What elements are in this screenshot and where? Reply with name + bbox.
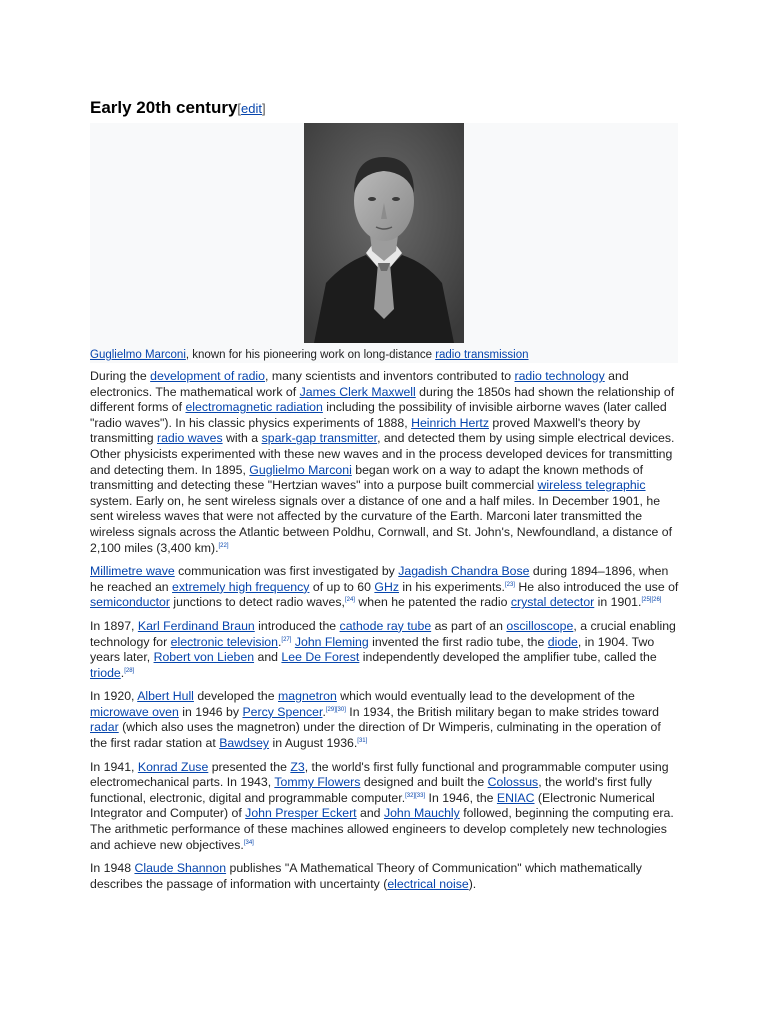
article-link[interactable]: GHz xyxy=(374,579,399,594)
article-link[interactable]: Lee De Forest xyxy=(281,650,360,665)
article-link[interactable]: semiconductor xyxy=(90,595,170,610)
body-text: which would eventually lead to the development of the xyxy=(336,689,635,704)
body-text: publishes "A Mathematical Theory of Communication" which mathematically describes the passage of information with uncertainty ( xyxy=(90,861,642,891)
article-link[interactable]: Claude Shannon xyxy=(134,861,227,876)
article-link[interactable]: Karl Ferdinand Braun xyxy=(137,618,255,633)
article-body xyxy=(90,369,680,892)
body-text: in 1901. xyxy=(594,595,642,610)
body-text: (Electronic Numerical Integrator and Computer) of xyxy=(90,790,655,821)
article-link[interactable]: Tommy Flowers xyxy=(274,775,361,790)
body-text: He also introduced the use of xyxy=(514,579,679,594)
edit-link[interactable]: edit xyxy=(241,101,262,116)
article-link[interactable]: John Fleming xyxy=(294,634,369,649)
body-text: in his experiments. xyxy=(399,579,505,594)
article-link[interactable]: James Clerk Maxwell xyxy=(299,384,416,399)
article-link[interactable]: cathode ray tube xyxy=(339,618,432,633)
marconi-portrait-image[interactable] xyxy=(304,123,464,343)
article-link[interactable]: microwave oven xyxy=(90,704,179,719)
body-text: system. Early on, he sent wireless signals over a distance of one and a half miles. In December 1901, he sent wireless waves that were not affected by the curvature of the Earth. Marconi later transmitted the wireless signals across the Atlantic between Poldhu, Cornwall, and St. John's, Newfoundland, a distance of 2,100 miles (3,400 km). xyxy=(90,493,672,555)
article-link[interactable]: Z3 xyxy=(290,759,305,774)
body-text: , and detected them by using simple electrical devices. Other physicists experimented with these new waves and in the process developed devices for transmitting and detecting them. In 1895, xyxy=(90,431,675,477)
body-text: , the world's first fully functional and programmable computer using electromechanical parts. In 1943, xyxy=(90,759,669,790)
article-link[interactable]: Konrad Zuse xyxy=(137,759,209,774)
body-text: introduced the xyxy=(254,618,340,633)
body-text: ). xyxy=(468,876,477,891)
article-link[interactable]: radio technology xyxy=(514,369,605,383)
article-link[interactable]: Albert Hull xyxy=(137,689,194,704)
body-text: , a crucial enabling technology for xyxy=(90,618,676,649)
article-link[interactable]: development of radio xyxy=(150,369,266,383)
article-link[interactable]: wireless telegraphic xyxy=(537,478,646,493)
article-link[interactable]: magnetron xyxy=(278,689,337,704)
body-text: In 1948 xyxy=(90,861,135,876)
citation-reference[interactable]: [22] xyxy=(218,542,229,549)
body-text: including the possibility of invisible airborne waves (later called "radio waves"). In his classic physics experiments of 1888, xyxy=(90,400,667,430)
body-text: In 1941, xyxy=(90,759,138,774)
article-link[interactable]: electrical noise xyxy=(387,876,469,891)
body-text: in August 1936. xyxy=(269,736,358,751)
citation-reference[interactable]: [34] xyxy=(243,839,254,846)
body-text: In 1934, the British military began to make strides toward xyxy=(345,704,659,719)
article-link[interactable]: radio waves xyxy=(156,431,223,446)
article-link[interactable]: electronic television xyxy=(170,634,278,649)
article-link[interactable]: crystal detector xyxy=(510,595,595,610)
body-text: and xyxy=(254,650,282,665)
body-text: during the 1850s had shown the relationship of different forms of xyxy=(90,384,675,415)
body-text: . xyxy=(120,665,125,680)
article-link[interactable]: Guglielmo Marconi xyxy=(249,462,352,477)
article-link[interactable]: Percy Spencer xyxy=(242,704,323,719)
edit-section xyxy=(237,101,265,116)
citation-reference[interactable]: [31] xyxy=(357,737,368,744)
article-paragraph xyxy=(90,564,680,611)
body-text: communication was first investigated by xyxy=(174,564,399,579)
article-link[interactable]: Robert von Lieben xyxy=(153,650,255,665)
article-section xyxy=(90,96,680,900)
article-paragraph xyxy=(90,619,680,681)
body-text: In 1920, xyxy=(90,689,138,704)
article-link[interactable]: radar xyxy=(90,720,119,735)
article-link[interactable]: John Presper Eckert xyxy=(245,806,357,821)
body-text: . xyxy=(277,634,282,649)
citation-reference[interactable]: [32][33] xyxy=(405,792,426,799)
citation-reference[interactable]: [29][30] xyxy=(325,706,346,713)
edit-open-bracket: [ xyxy=(237,101,242,116)
article-link[interactable]: radio transmission xyxy=(435,349,529,361)
article-link[interactable]: spark-gap transmitter xyxy=(261,431,378,446)
body-text: In 1897, xyxy=(90,618,138,633)
body-text: and electronics. The mathematical work of xyxy=(90,369,629,399)
body-text: , in 1904. Two years later, xyxy=(90,634,655,665)
citation-reference[interactable]: [23] xyxy=(504,581,515,588)
body-text: with a xyxy=(222,431,262,446)
body-text: developed the xyxy=(193,689,279,704)
article-link[interactable]: Guglielmo Marconi xyxy=(90,349,186,361)
article-link[interactable]: Millimetre wave xyxy=(90,564,175,579)
article-link[interactable]: oscilloscope xyxy=(506,618,574,633)
figure-caption xyxy=(90,349,529,361)
body-text: . xyxy=(322,704,326,719)
citation-reference[interactable]: [25][26] xyxy=(641,597,662,604)
body-text: of up to 60 xyxy=(309,579,375,594)
article-paragraph xyxy=(90,760,680,854)
body-text: , known for his pioneering work on long-distance xyxy=(185,349,436,361)
article-link[interactable]: diode xyxy=(547,634,578,649)
body-text: independently developed the amplifier tube, called the xyxy=(359,650,657,665)
article-link[interactable]: extremely high frequency xyxy=(172,579,310,594)
edit-close-bracket: ] xyxy=(262,101,266,116)
body-text: proved Maxwell's theory by transmitting xyxy=(90,415,641,446)
body-text: as part of an xyxy=(431,618,507,633)
article-link[interactable]: Jagadish Chandra Bose xyxy=(398,564,530,579)
body-text: designed and built the xyxy=(360,775,488,790)
section-title: Early 20th century xyxy=(90,98,238,117)
article-link[interactable]: Bawdsey xyxy=(219,736,270,751)
article-link[interactable]: Colossus xyxy=(487,775,539,790)
section-heading xyxy=(90,96,680,121)
article-link[interactable]: triode xyxy=(90,665,121,680)
body-text: During the xyxy=(90,369,151,383)
article-link[interactable]: ENIAC xyxy=(496,790,535,805)
figure-thumbnail xyxy=(90,123,678,363)
article-link[interactable]: Heinrich Hertz xyxy=(411,415,489,430)
article-link[interactable]: electromagnetic radiation xyxy=(185,400,323,415)
body-text: during 1894–1896, when he reached an xyxy=(90,564,669,594)
body-text: In 1946, the xyxy=(425,790,497,805)
citation-reference[interactable]: [27] xyxy=(281,636,292,643)
body-text: junctions to detect radio waves, xyxy=(169,595,345,610)
body-text: , many scientists and inventors contributed to xyxy=(265,369,515,383)
body-text: presented the xyxy=(208,759,291,774)
body-text: invented the first radio tube, the xyxy=(368,634,548,649)
article-link[interactable]: John Mauchly xyxy=(383,806,460,821)
body-text: when he patented the radio xyxy=(354,595,511,610)
body-text: in 1946 by xyxy=(178,704,243,719)
article-paragraph xyxy=(90,369,680,556)
body-text: and xyxy=(356,806,384,821)
citation-reference[interactable]: [24] xyxy=(344,597,355,604)
citation-reference[interactable]: [28] xyxy=(124,667,135,674)
article-paragraph xyxy=(90,861,680,892)
body-text: began work on a way to adapt the known methods of transmitting and detecting these "Hertzian waves" into a purpose built commercial xyxy=(90,462,644,493)
body-text: , the world's first fully functional, electronic, digital and programmable computer. xyxy=(90,775,652,805)
body-text: followed, beginning the computing era. The arithmetic performance of these machines allowed engineers to develop completely new technologies and achieve new objectives. xyxy=(90,806,674,852)
article-paragraph xyxy=(90,689,680,751)
body-text: (which also uses the magnetron) under the direction of Dr Wimperis, culminating in the operation of the first radar station at xyxy=(90,720,661,751)
